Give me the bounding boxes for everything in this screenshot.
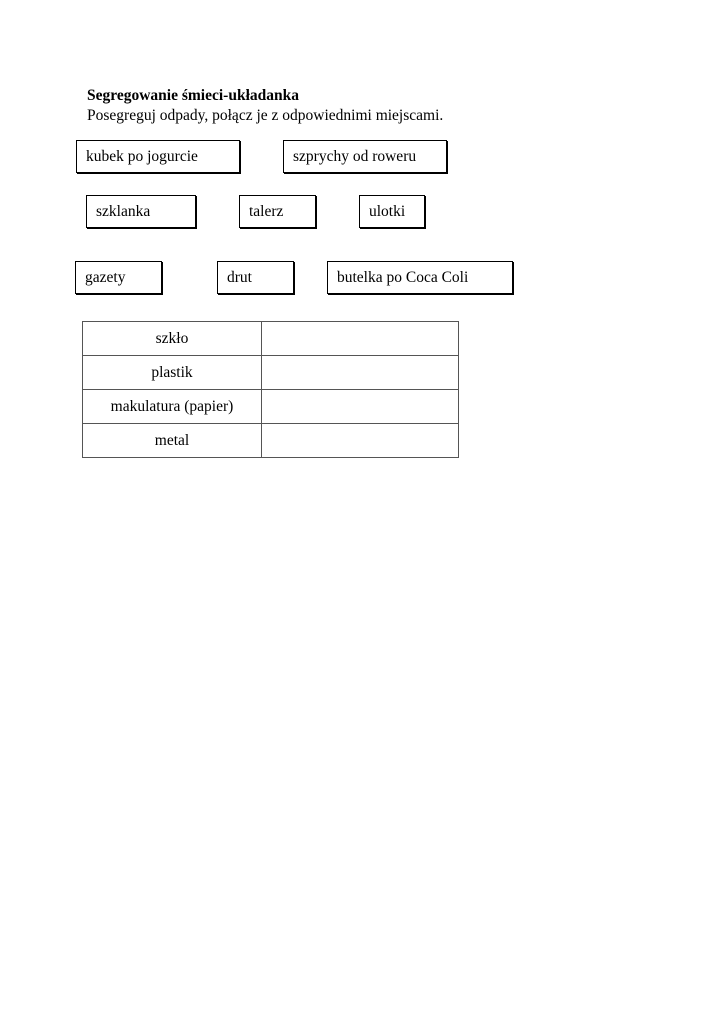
sorting-table xyxy=(82,321,459,458)
waste-card[interactable]: szklanka xyxy=(86,195,196,228)
waste-card[interactable]: szprychy od roweru xyxy=(283,140,447,173)
waste-card[interactable]: kubek po jogurcie xyxy=(76,140,240,173)
worksheet-title: Segregowanie śmieci-układanka xyxy=(87,87,299,104)
drop-slot[interactable] xyxy=(262,322,459,356)
waste-card[interactable]: gazety xyxy=(75,261,162,294)
waste-card[interactable]: ulotki xyxy=(359,195,425,228)
category-label: szkło xyxy=(83,322,262,356)
category-label: metal xyxy=(83,424,262,458)
table-row xyxy=(83,322,459,356)
drop-slot[interactable] xyxy=(262,356,459,390)
table-row xyxy=(83,390,459,424)
waste-card[interactable]: drut xyxy=(217,261,294,294)
category-label: plastik xyxy=(83,356,262,390)
worksheet-instruction: Posegreguj odpady, połącz je z odpowiednimi miejscami. xyxy=(87,107,444,124)
category-label: makulatura (papier) xyxy=(83,390,262,424)
table-row xyxy=(83,356,459,390)
waste-card[interactable]: butelka po Coca Coli xyxy=(327,261,513,294)
table-row xyxy=(83,424,459,458)
waste-card[interactable]: talerz xyxy=(239,195,316,228)
drop-slot[interactable] xyxy=(262,390,459,424)
drop-slot[interactable] xyxy=(262,424,459,458)
